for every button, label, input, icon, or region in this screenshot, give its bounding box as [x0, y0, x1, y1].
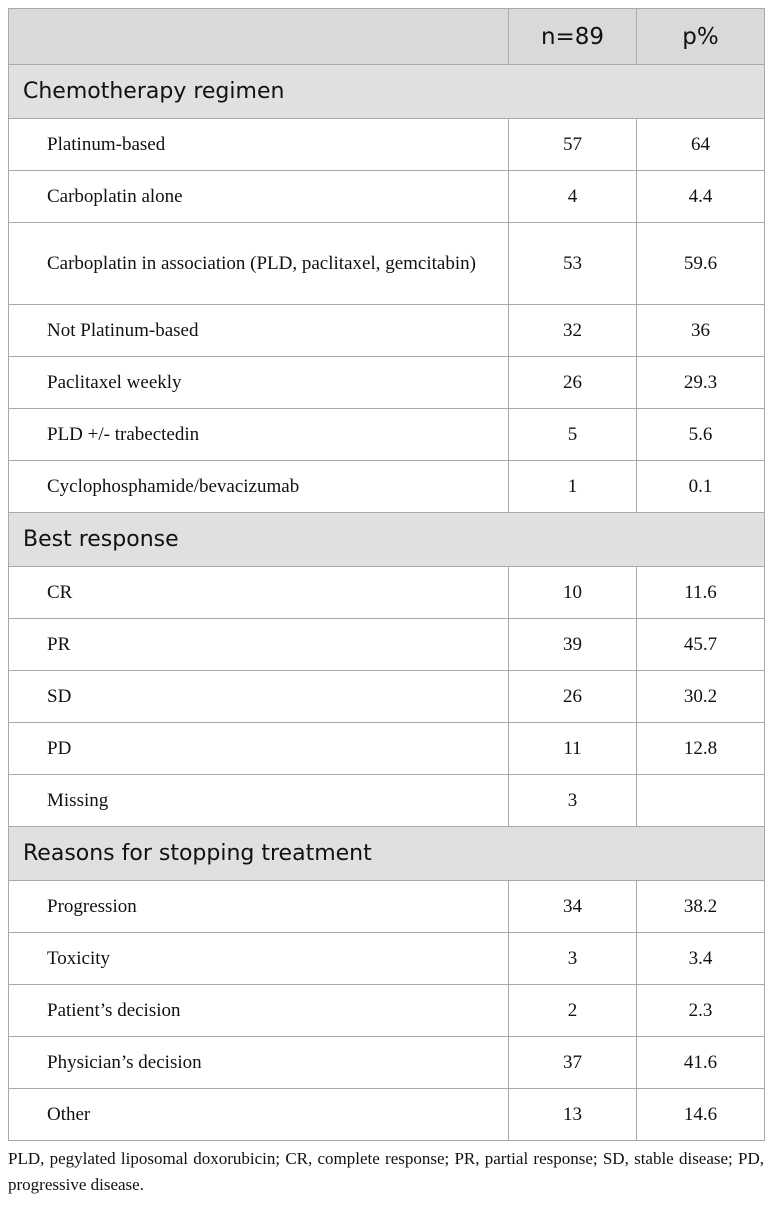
section-title: Chemotherapy regimen — [9, 65, 765, 119]
row-label: PD — [9, 723, 509, 775]
table-row — [9, 619, 765, 671]
row-percent — [637, 775, 765, 827]
row-n: 32 — [509, 305, 637, 357]
row-label: Other — [9, 1089, 509, 1141]
row-label: Patient’s decision — [9, 985, 509, 1037]
row-percent: 3.4 — [637, 933, 765, 985]
row-percent: 12.8 — [637, 723, 765, 775]
table-footnote: PLD, pegylated liposomal doxorubicin; CR, complete response; PR, partial response; SD, stable disease; PD, progressive disease. — [8, 1149, 764, 1194]
row-label: Progression — [9, 881, 509, 933]
row-n: 39 — [509, 619, 637, 671]
table-row — [9, 723, 765, 775]
table-row — [9, 671, 765, 723]
header-percent: p% — [637, 9, 765, 65]
row-n: 2 — [509, 985, 637, 1037]
header-row — [9, 9, 765, 65]
table-row — [9, 305, 765, 357]
table-row — [9, 357, 765, 409]
row-percent: 41.6 — [637, 1037, 765, 1089]
row-percent: 2.3 — [637, 985, 765, 1037]
row-n: 1 — [509, 461, 637, 513]
table-row — [9, 567, 765, 619]
header-n: n=89 — [509, 9, 637, 65]
header-label-cell — [9, 9, 509, 65]
row-percent: 45.7 — [637, 619, 765, 671]
row-percent: 59.6 — [637, 223, 765, 305]
row-n: 5 — [509, 409, 637, 461]
row-label: Cyclophosphamide/bevacizumab — [9, 461, 509, 513]
row-n: 34 — [509, 881, 637, 933]
row-n: 10 — [509, 567, 637, 619]
table-row — [9, 461, 765, 513]
table-row — [9, 985, 765, 1037]
row-n: 53 — [509, 223, 637, 305]
row-percent: 11.6 — [637, 567, 765, 619]
row-percent: 38.2 — [637, 881, 765, 933]
results-table — [8, 8, 765, 1141]
table-row — [9, 775, 765, 827]
row-label: Carboplatin alone — [9, 171, 509, 223]
row-label: PR — [9, 619, 509, 671]
row-percent: 14.6 — [637, 1089, 765, 1141]
section-header — [9, 65, 765, 119]
row-label: Carboplatin in association (PLD, paclitaxel, gemcitabin) — [9, 223, 509, 305]
row-label: PLD +/- trabectedin — [9, 409, 509, 461]
row-label: Toxicity — [9, 933, 509, 985]
row-n: 37 — [509, 1037, 637, 1089]
table-row — [9, 1037, 765, 1089]
row-percent: 64 — [637, 119, 765, 171]
table-row — [9, 933, 765, 985]
row-percent: 0.1 — [637, 461, 765, 513]
row-n: 3 — [509, 775, 637, 827]
row-n: 11 — [509, 723, 637, 775]
row-percent: 29.3 — [637, 357, 765, 409]
row-label: Physician’s decision — [9, 1037, 509, 1089]
row-label: CR — [9, 567, 509, 619]
table-row — [9, 171, 765, 223]
table-row — [9, 409, 765, 461]
row-percent: 36 — [637, 305, 765, 357]
row-n: 3 — [509, 933, 637, 985]
row-label: Not Platinum-based — [9, 305, 509, 357]
row-n: 57 — [509, 119, 637, 171]
section-title: Reasons for stopping treatment — [9, 827, 765, 881]
row-label: Platinum-based — [9, 119, 509, 171]
row-label: Paclitaxel weekly — [9, 357, 509, 409]
row-percent: 4.4 — [637, 171, 765, 223]
row-n: 13 — [509, 1089, 637, 1141]
table-row — [9, 1089, 765, 1141]
section-header — [9, 513, 765, 567]
section-title: Best response — [9, 513, 765, 567]
table-row — [9, 881, 765, 933]
row-percent: 5.6 — [637, 409, 765, 461]
table-row — [9, 223, 765, 305]
section-header — [9, 827, 765, 881]
row-n: 26 — [509, 671, 637, 723]
table-row — [9, 119, 765, 171]
row-label: SD — [9, 671, 509, 723]
row-n: 26 — [509, 357, 637, 409]
row-n: 4 — [509, 171, 637, 223]
row-percent: 30.2 — [637, 671, 765, 723]
row-label: Missing — [9, 775, 509, 827]
